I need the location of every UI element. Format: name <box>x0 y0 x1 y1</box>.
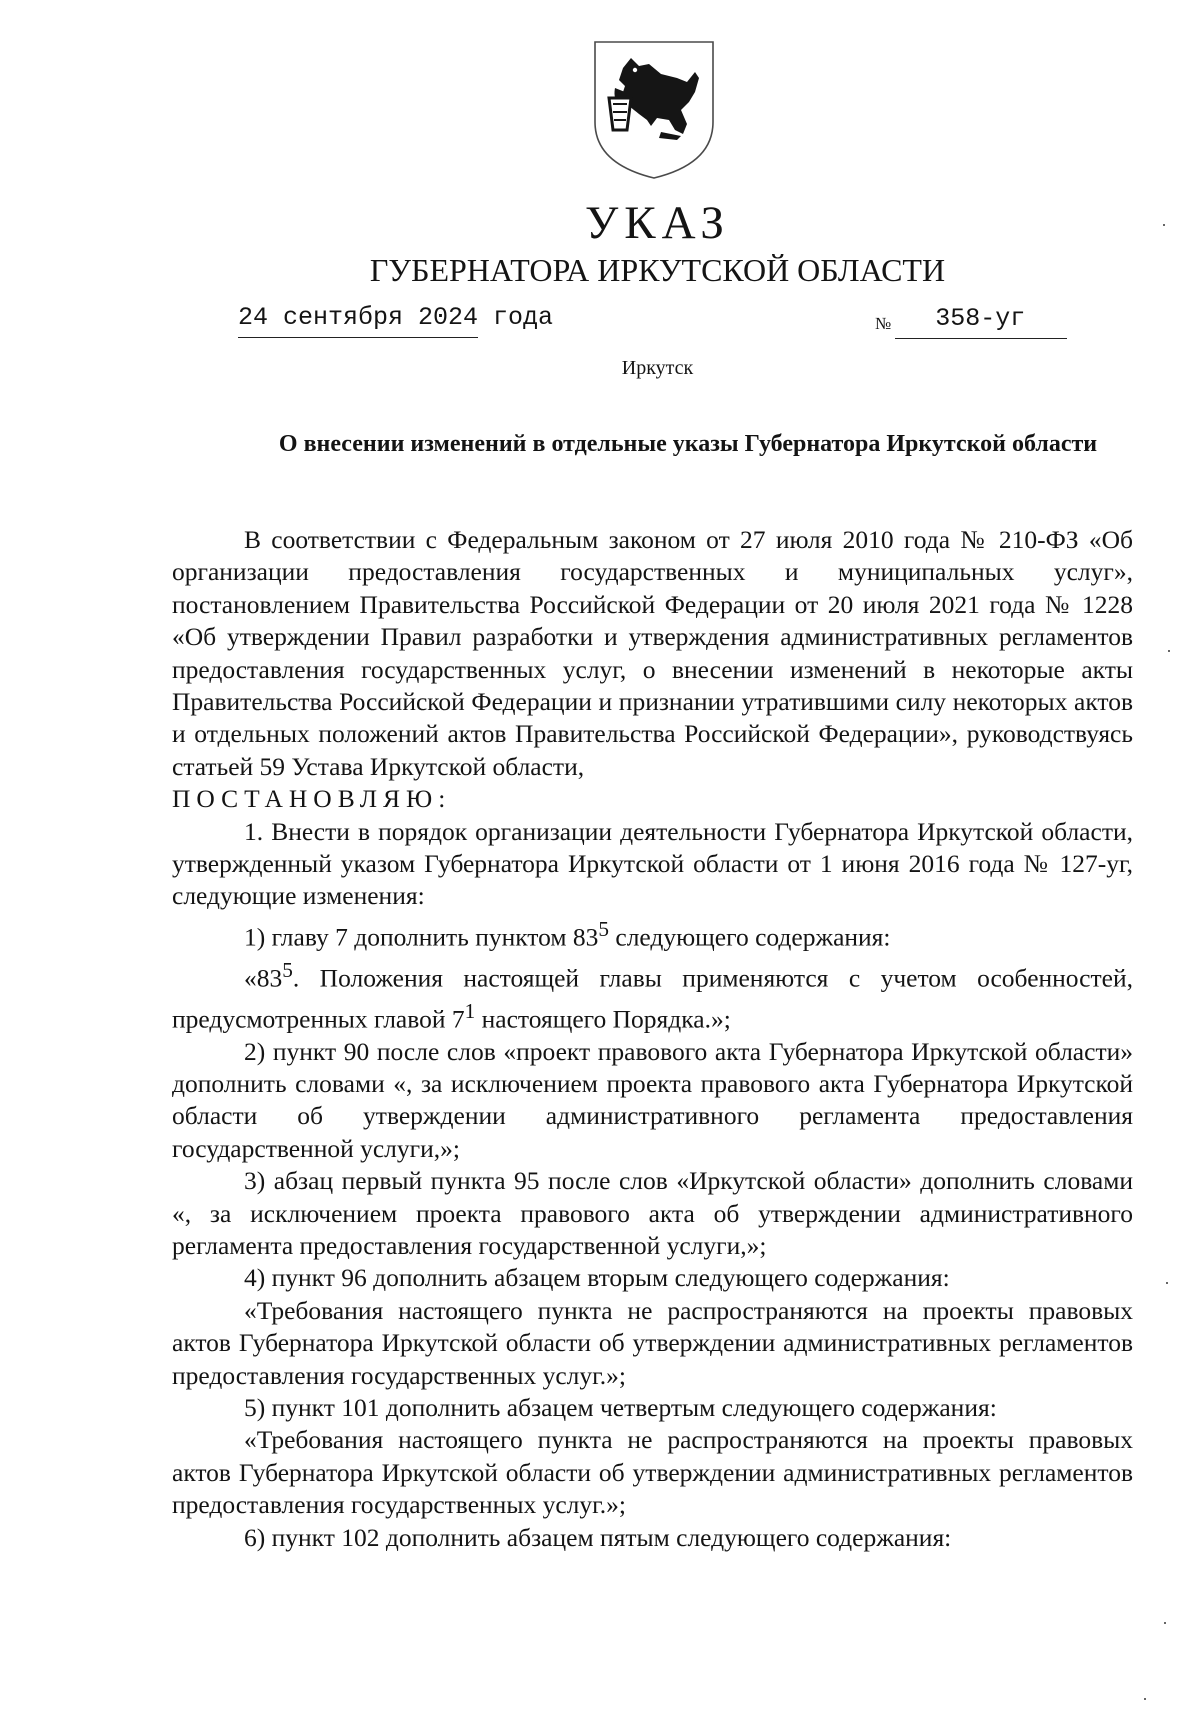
document-number <box>875 302 1067 340</box>
scan-speck <box>1144 1698 1146 1700</box>
issue-city: Иркутск <box>621 357 694 379</box>
scan-speck <box>1164 1622 1166 1624</box>
quote-1-start: «83 <box>244 963 283 993</box>
subitem-4-quote: «Требования настоящего пункта не распространяются на проекты правовых актов Губернатора Иркутской области об утверждении административных регламентов предоставления государственных услуг.»; <box>172 1295 1133 1390</box>
quote-1-sup: 5 <box>282 957 293 982</box>
subitem-1-tail: следующего содержания: <box>609 922 891 952</box>
subitem-2: 2) пункт 90 после слов «проект правового акта Губернатора Иркутской области» дополнить словами «, за исключением проекта правового акта Губернатора Иркутской области об утверждении административного регламента предоставления государственной услуги,»; <box>172 1036 1133 1163</box>
subitem-4: 4) пункт 96 дополнить абзацем вторым следующего содержания: <box>244 1263 950 1293</box>
quote-1-end: настоящего Порядка.»; <box>475 1004 731 1034</box>
scan-speck <box>1163 224 1165 226</box>
issuing-authority: ГУБЕРНАТОРА ИРКУТСКОЙ ОБЛАСТИ <box>369 252 946 288</box>
subitem-5: 5) пункт 101 дополнить абзацем четвертым следующего содержания: <box>244 1393 997 1423</box>
subitem-6: 6) пункт 102 дополнить абзацем пятым следующего содержания: <box>244 1522 952 1552</box>
subitem-1-text: 1) главу 7 дополнить пунктом 83 <box>244 922 599 952</box>
number-value: 358-уг <box>895 303 1067 339</box>
scan-speck <box>1168 650 1170 652</box>
document-body <box>172 524 1133 1554</box>
quote-1-sup-2: 1 <box>464 998 476 1023</box>
document-date <box>238 302 553 338</box>
scan-speck <box>1166 1282 1168 1284</box>
subitem-5-quote: «Требования настоящего пункта не распространяются на проекты правовых актов Губернатора Иркутской области об утверждении административных регламентов предоставления государственных услуг.»; <box>172 1425 1133 1520</box>
number-sign: № <box>875 314 892 333</box>
irkutsk-coat-of-arms-icon <box>591 38 717 182</box>
preamble-paragraph: В соответствии с Федеральным законом от 27 июля 2010 года № 210-ФЗ «Об организации предоставления государственных и муниципальных услуг», постановлением Правительства Российской Федерации от 20 июля 2021 года № 1228 «Об утверждении Правил разработки и утверждения административных регламентов предоставления государственных услуг, о внесении изменений в некоторые акты Правительства Российской Федерации и признании утратившими силу некоторых актов и отдельных положений актов Правительства Российской Федерации», руководствуясь статьей 59 Устава Иркутской области, <box>172 525 1133 781</box>
subitem-1 <box>172 913 1133 954</box>
subitem-3: 3) абзац первый пункта 95 после слов «Иркутской области» дополнить словами «, за исключением проекта правового акта об утверждении административного регламента предоставления государственной услуги,»; <box>172 1166 1133 1261</box>
document-type-title: УКАЗ <box>585 197 730 249</box>
item-1-intro: 1. Внести в порядок организации деятельности Губернатора Иркутской области, утвержденный указом Губернатора Иркутской области от 1 июня 2016 года № 127-уг, следующие изменения: <box>172 816 1133 911</box>
quote-1-middle: . Положения настоящей главы применяются с учетом особенностей, предусмотренных главой 7 <box>172 963 1133 1034</box>
decree-word: ПОСТАНОВЛЯЮ: <box>172 784 452 814</box>
date-suffix: года <box>478 303 554 332</box>
document-subject-heading: О внесении изменений в отдельные указы Губернатора Иркутской области <box>278 431 1098 457</box>
subitem-1-sup: 5 <box>598 916 609 941</box>
subitem-1-quote <box>172 954 1133 1036</box>
date-value: 24 сентября 2024 <box>238 302 478 338</box>
